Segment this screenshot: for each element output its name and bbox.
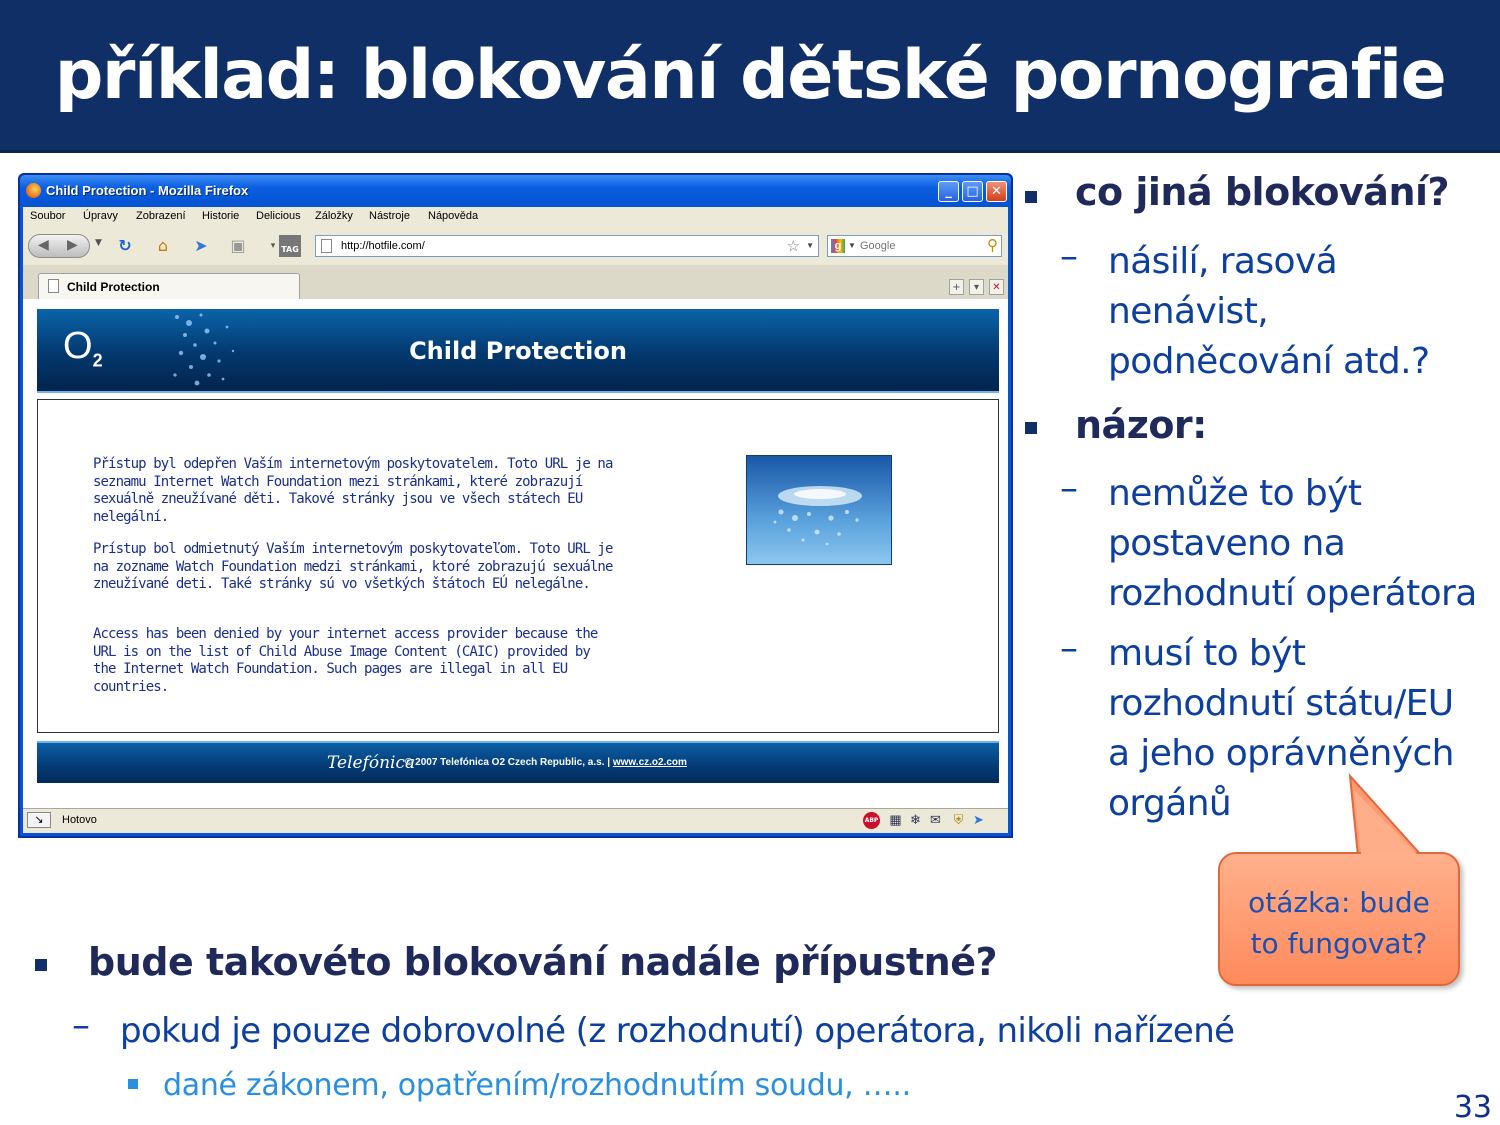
callout-text: otázka: bude to fungovat? bbox=[1248, 886, 1430, 960]
status-settings-icon[interactable]: ❄ bbox=[910, 812, 921, 827]
tab-child-protection[interactable] bbox=[38, 273, 300, 300]
url-dropdown-icon[interactable]: ▼ bbox=[806, 241, 814, 250]
tab-page-icon bbox=[48, 279, 59, 293]
search-bar[interactable] bbox=[827, 235, 1002, 257]
adblock-plus-icon[interactable]: ABP bbox=[863, 812, 880, 829]
back-forward-buttons[interactable] bbox=[28, 234, 90, 258]
footer-copyright: © 2007 Telefónica O2 Czech Republic, a.s. | www.cz.o2.com bbox=[405, 757, 687, 768]
tab-strip bbox=[23, 265, 1008, 300]
notice-paragraph-sk: Prístup bol odmietnutý Vaším internetovým poskytovateľom. Toto URL je na zozname Watch Foundation medzi stránkami, ktoré zobrazujú sexuálne zneužívané deti. Také stránky sú vo všetkých štátoch EÚ nelegálne. bbox=[93, 541, 613, 593]
bookmark-star-icon[interactable]: ☆ bbox=[786, 238, 800, 255]
slide-title: příklad: blokování dětské pornografie bbox=[54, 36, 1446, 115]
tab-dropdown-icon[interactable]: ▾ bbox=[969, 279, 984, 295]
reload-icon[interactable]: ↻ bbox=[118, 236, 132, 255]
url-text[interactable]: http://hotfile.com/ bbox=[341, 240, 425, 252]
tab-label: Child Protection bbox=[67, 280, 160, 294]
delicious-bird-icon[interactable]: ➤ bbox=[194, 236, 208, 255]
tab-close-icon[interactable]: ✕ bbox=[989, 279, 1004, 295]
menu-napoveda[interactable]: Nápověda bbox=[428, 210, 479, 222]
menu-zobrazeni[interactable]: Zobrazení bbox=[136, 210, 186, 222]
dash-bullet-icon: – bbox=[1060, 236, 1078, 277]
sub-sub-bullet-law: dané zákonem, opatřením/rozhodnutím soudu, ….. bbox=[163, 1068, 911, 1103]
close-button[interactable]: ✕ bbox=[986, 181, 1007, 202]
tab-list-icon[interactable]: + bbox=[949, 279, 964, 295]
bullet-square-small-icon bbox=[128, 1079, 138, 1089]
menu-upravy[interactable]: Úpravy bbox=[83, 210, 118, 222]
sub-bullet-violence: násilí, rasová nenávist, podněcování atd.? bbox=[1108, 241, 1430, 382]
bookmark-icon[interactable]: ▣ bbox=[230, 236, 246, 255]
sub-bullet-operator: nemůže to být postaveno na rozhodnutí operátora bbox=[1108, 473, 1477, 614]
sub-bullet-voluntary: pokud je pouze dobrovolné (z rozhodnutí) operátora, nikoli nařízené bbox=[120, 1011, 1235, 1051]
maximize-button[interactable]: □ bbox=[962, 181, 983, 202]
history-dropdown-icon[interactable]: ▼ bbox=[95, 238, 102, 248]
toolbar-dropdown-icon[interactable]: ▾ bbox=[270, 241, 276, 251]
status-text: Hotovo bbox=[62, 814, 97, 826]
status-bar bbox=[23, 808, 1008, 833]
forward-arrow-icon[interactable]: ▶ bbox=[67, 237, 78, 253]
google-icon[interactable]: g bbox=[831, 239, 845, 253]
bullet-square-icon bbox=[35, 959, 47, 971]
water-splash-image bbox=[746, 455, 892, 565]
menu-delicious[interactable]: Delicious bbox=[256, 210, 301, 222]
bullet-square-icon bbox=[1025, 422, 1037, 434]
status-security-icon[interactable]: ⛨ bbox=[953, 812, 964, 827]
dash-bullet-icon: – bbox=[1060, 628, 1078, 669]
slide-title-bar bbox=[0, 0, 1500, 153]
tag-icon[interactable]: TAG bbox=[279, 235, 301, 257]
navigation-toolbar bbox=[23, 229, 1008, 263]
menu-bar bbox=[23, 207, 1008, 227]
status-extension-icon[interactable]: ▦ bbox=[889, 812, 902, 827]
question-callout bbox=[1218, 852, 1460, 986]
status-delicious-icon[interactable]: ➤ bbox=[973, 812, 984, 827]
home-icon[interactable]: ⌂ bbox=[157, 236, 169, 255]
bullet-other-blocking: co jiná blokování? bbox=[1075, 170, 1450, 214]
status-mail-icon[interactable]: ✉ bbox=[930, 812, 941, 827]
menu-soubor[interactable]: Soubor bbox=[30, 210, 66, 222]
browser-client-area bbox=[23, 207, 1008, 833]
o2-footer-banner bbox=[37, 741, 999, 783]
search-engine-dropdown-icon[interactable]: ▼ bbox=[848, 241, 856, 250]
notice-paragraph-en: Access has been denied by your internet access provider because the URL is on the list of Child Abuse Image Content (CAIC) provided by the Internet Watch Foundation. Such pages are illegal in all EU countries. bbox=[93, 626, 598, 695]
window-titlebar[interactable] bbox=[20, 175, 1011, 207]
search-input[interactable] bbox=[860, 238, 975, 254]
sub-bullet-state: musí to být rozhodnutí státu/EU a jeho oprávněných orgánů bbox=[1108, 633, 1454, 824]
page-number: 33 bbox=[1453, 1090, 1492, 1125]
window-title: Child Protection - Mozilla Firefox bbox=[46, 183, 249, 198]
footer-link[interactable]: www.cz.o2.com bbox=[612, 757, 687, 768]
minimize-button[interactable]: _ bbox=[938, 181, 959, 202]
o2-logo: $O_2$ bbox=[63, 325, 103, 371]
page-icon bbox=[321, 239, 332, 253]
bullet-square-icon bbox=[1025, 191, 1037, 203]
o2-header-banner bbox=[37, 309, 999, 393]
dash-bullet-icon: – bbox=[1060, 468, 1078, 509]
dash-bullet-icon: – bbox=[72, 1005, 90, 1046]
block-notice-box bbox=[37, 399, 999, 733]
menu-historie[interactable]: Historie bbox=[202, 210, 240, 222]
bullet-opinion: názor: bbox=[1075, 403, 1207, 447]
search-icon[interactable]: ⚲ bbox=[987, 237, 998, 254]
firefox-window bbox=[18, 173, 1013, 838]
url-bar[interactable] bbox=[315, 235, 819, 257]
telefonica-logo: Telefónica bbox=[327, 753, 416, 773]
status-page-icon: ↘ bbox=[27, 812, 51, 828]
page-heading: Child Protection bbox=[409, 337, 627, 365]
menu-zalozky[interactable]: Záložky bbox=[315, 210, 353, 222]
back-arrow-icon[interactable]: ◀ bbox=[38, 237, 49, 253]
notice-paragraph-cz: Přístup byl odepřen Vaším internetovým poskytovatelem. Toto URL je na seznamu Internet Watch Foundation mezi stránkami, které zobrazují sexuálně zneužívané děti. Takové stránky jsou ve všech státech EU nelegální. bbox=[93, 456, 613, 525]
menu-nastroje[interactable]: Nástroje bbox=[369, 210, 410, 222]
web-page-content bbox=[23, 299, 1008, 812]
firefox-logo-icon bbox=[26, 183, 41, 198]
bullet-permissible: bude takovéto blokování nadále přípustné? bbox=[88, 940, 998, 984]
